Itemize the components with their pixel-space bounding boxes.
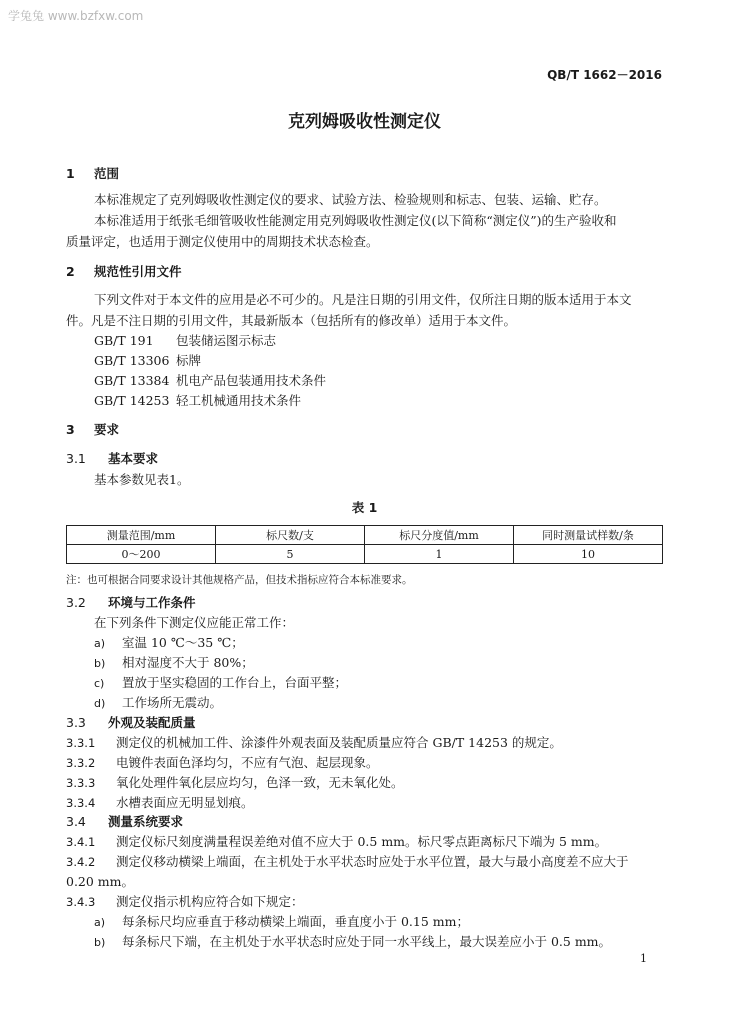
table-caption: 表 1 <box>351 500 378 515</box>
clause-3-3-2: 3.3.2 电镀件表面色泽均匀，不应有气泡、起层现象。 <box>66 755 379 770</box>
reference-item: GB/T 13384 机电产品包装通用技术条件 <box>94 373 327 388</box>
table-header-cell: 同时测量试样数/条 <box>514 526 663 545</box>
table-header-cell: 标尺分度值/mm <box>365 526 514 545</box>
reference-item: GB/T 13306 标牌 <box>94 353 202 368</box>
section-3-3-heading: 3.3 外观及装配质量 <box>66 715 196 730</box>
table-cell: 10 <box>514 545 663 564</box>
table-cell: 0～200 <box>67 545 216 564</box>
section-2-para-1b: 件。凡是不注日期的引用文件，其最新版本（包括所有的修改单）适用于本文件。 <box>66 313 517 328</box>
reference-item: GB/T 14253 轻工机械通用技术条件 <box>94 393 302 408</box>
section-3-1-heading: 3.1 基本要求 <box>66 451 159 466</box>
table-cell: 1 <box>365 545 514 564</box>
list-item: a) 每条标尺均应垂直于移动横梁上端面，垂直度小于 0.15 mm； <box>94 914 469 929</box>
clause-3-4-2-cont: 0.20 mm。 <box>66 874 135 889</box>
list-item: a) 室温 10 ℃～35 ℃； <box>94 635 244 650</box>
clause-3-3-3: 3.3.3 氧化处理件氧化层应均匀，色泽一致，无未氧化处。 <box>66 775 404 790</box>
table-note: 注：也可根据合同要求设计其他规格产品，但技术指标应符合本标准要求。 <box>66 574 413 586</box>
section-3-1-para: 基本参数见表1。 <box>94 472 190 487</box>
table-cell: 5 <box>216 545 365 564</box>
list-item: d) 工作场所无震动。 <box>94 695 223 710</box>
table-header-row <box>67 526 663 545</box>
watermark: 学兔兔 www.bzfxw.com <box>8 9 144 23</box>
table-header-cell: 测量范围/mm <box>67 526 216 545</box>
section-1-heading: 1 范围 <box>66 166 120 181</box>
list-item: c) 置放于坚实稳固的工作台上，台面平整； <box>94 675 348 690</box>
table-row <box>67 545 663 564</box>
table-header-cell: 标尺数/支 <box>216 526 365 545</box>
section-1-para-2b: 质量评定，也适用于测定仪使用中的周期技术状态检查。 <box>66 234 379 249</box>
document-title: 克列姆吸收性测定仪 <box>288 112 441 132</box>
section-3-heading: 3 要求 <box>66 422 120 437</box>
section-3-2-heading: 3.2 环境与工作条件 <box>66 595 196 610</box>
clause-3-4-1: 3.4.1 测定仪标尺刻度满量程误差绝对值不应大于 0.5 mm。标尺零点距离标尺下端为 5 mm。 <box>66 834 608 849</box>
standard-number: QB/T 1662－2016 <box>547 68 662 82</box>
list-item: b) 相对湿度不大于 80%； <box>94 655 254 670</box>
section-3-4-heading: 3.4 测量系统要求 <box>66 814 184 829</box>
clause-3-3-4: 3.3.4 水槽表面应无明显划痕。 <box>66 795 254 810</box>
clause-3-4-2: 3.4.2 测定仪移动横梁上端面，在主机处于水平状态时应处于水平位置，最大与最小高度差不应大于 <box>66 854 629 869</box>
parameter-table <box>66 525 663 564</box>
section-2-para-1a: 下列文件对于本文件的应用是必不可少的。凡是注日期的引用文件，仅所注日期的版本适用于本文 <box>94 292 632 307</box>
section-3-2-para: 在下列条件下测定仪应能正常工作： <box>94 615 295 630</box>
section-2-heading: 2 规范性引用文件 <box>66 264 182 279</box>
page-number: 1 <box>640 952 647 965</box>
reference-item: GB/T 191 包装储运图示标志 <box>94 333 277 348</box>
section-1-para-2a: 本标准适用于纸张毛细管吸收性能测定用克列姆吸收性测定仪(以下简称“测定仪”)的生产验收和 <box>94 213 617 228</box>
clause-3-3-1: 3.3.1 测定仪的机械加工件、涂漆件外观表面及装配质量应符合 GB/T 14253 的规定。 <box>66 735 562 750</box>
section-1-para-1: 本标准规定了克列姆吸收性测定仪的要求、试验方法、检验规则和标志、包装、运输、贮存。 <box>94 192 607 207</box>
list-item: b) 每条标尺下端，在主机处于水平状态时应处于同一水平线上，最大误差应小于 0.5 mm。 <box>94 934 612 949</box>
clause-3-4-3: 3.4.3 测定仪指示机构应符合如下规定： <box>66 894 304 909</box>
